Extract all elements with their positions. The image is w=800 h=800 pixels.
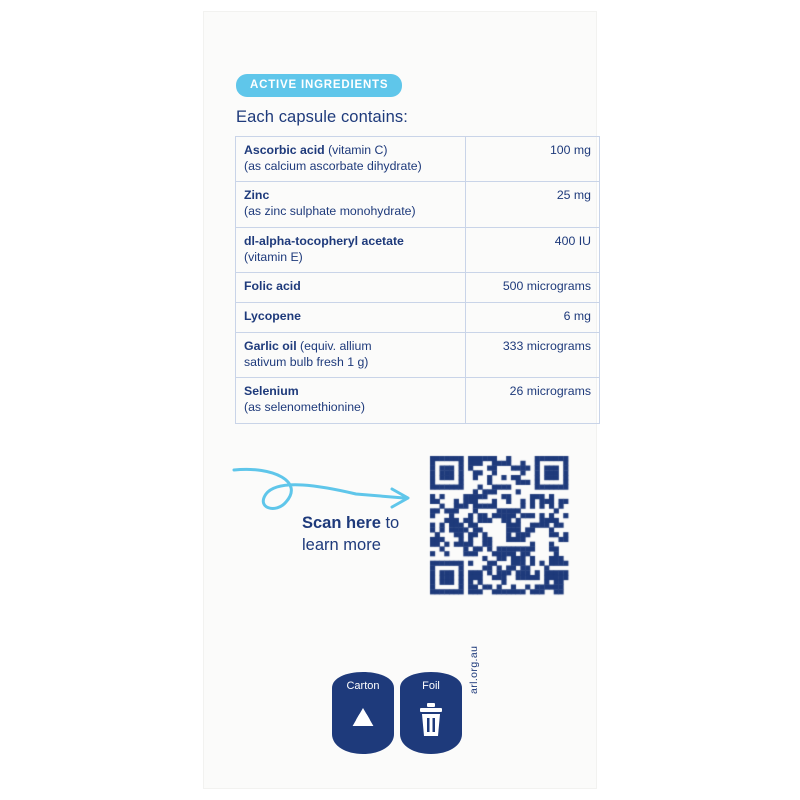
table-row (236, 137, 600, 182)
ingredient-amount-cell: 333 micrograms (466, 332, 600, 377)
active-ingredients-badge: ACTIVE INGREDIENTS (236, 74, 402, 97)
ingredient-amount-cell: 26 micrograms (466, 378, 600, 423)
arl-website-label: arl.org.au (468, 645, 480, 694)
ingredient-name: Folic acid (244, 279, 301, 294)
ingredient-name-cell (236, 303, 466, 333)
ingredient-amount-cell: 25 mg (466, 182, 600, 227)
scan-here-line2: learn more (302, 536, 381, 555)
carton-face (204, 12, 596, 788)
ingredient-name-qualifier: (vitamin C) (324, 143, 388, 157)
scan-here-strong: Scan here (302, 514, 381, 532)
foil-recycle-badge (400, 672, 462, 752)
ingredient-name: Ascorbic acid (244, 143, 325, 157)
ingredient-subtext: (as zinc sulphate monohydrate) (244, 204, 416, 219)
table-row (236, 273, 600, 303)
ingredient-name: Garlic oil (244, 338, 297, 353)
table-row (236, 182, 600, 227)
table-row (236, 303, 600, 333)
ingredient-name-cell (236, 227, 466, 272)
ingredient-subtext: sativum bulb fresh 1 g) (244, 354, 369, 369)
table-row (236, 332, 600, 377)
ingredient-subtext: (as calcium ascorbate dihydrate) (244, 158, 422, 173)
ingredient-subtext: (as selenomethionine) (244, 400, 365, 415)
ingredient-amount-cell: 100 mg (466, 137, 600, 182)
ingredient-name-cell (236, 182, 466, 227)
ingredient-amount-cell: 400 IU (466, 227, 600, 272)
ingredient-name-cell (236, 378, 466, 423)
ingredient-name-cell (236, 332, 466, 377)
curved-arrow-icon (226, 464, 426, 534)
scan-here-rest: to (380, 514, 400, 532)
ingredient-name-qualifier: (equiv. allium (296, 338, 372, 353)
ingredients-table (235, 136, 600, 424)
ingredient-subtext: (vitamin E) (244, 249, 303, 264)
ingredient-amount-cell: 6 mg (466, 303, 600, 333)
foil-label: Foil (422, 680, 440, 692)
recycling-labels (332, 645, 492, 776)
ingredient-name: Selenium (244, 384, 299, 399)
carton-recycle-badge (332, 672, 394, 752)
ingredient-name: Lycopene (244, 309, 301, 324)
scan-here-text (302, 512, 432, 557)
ingredient-name: Zinc (244, 188, 270, 203)
ingredients-table-body (236, 137, 600, 424)
table-row (236, 227, 600, 272)
qr-code[interactable] (426, 452, 572, 598)
carton-label: Carton (346, 680, 380, 692)
ingredient-name-cell (236, 137, 466, 182)
each-capsule-contains-label: Each capsule contains: (236, 108, 408, 126)
table-row (236, 378, 600, 423)
ingredient-amount-cell: 500 micrograms (466, 273, 600, 303)
ingredient-name: dl-alpha-tocopheryl acetate (244, 233, 404, 248)
ingredient-name-cell (236, 273, 466, 303)
